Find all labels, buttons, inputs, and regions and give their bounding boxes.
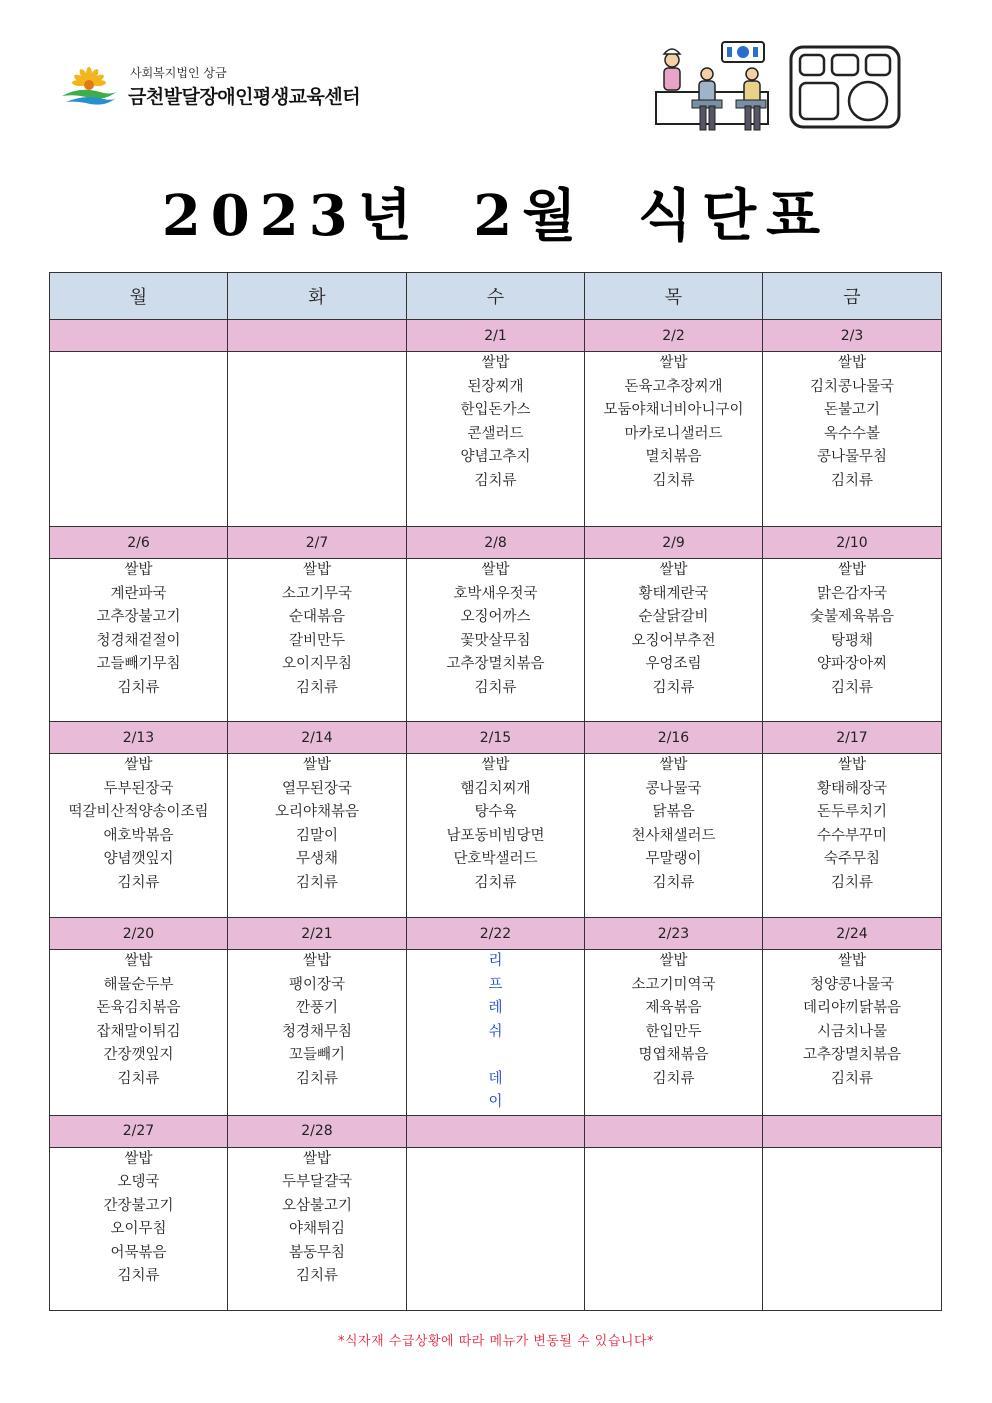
menu-item: 두부된장국 xyxy=(103,780,174,797)
date-cell xyxy=(407,1115,585,1147)
menu-item: 제육볶음 xyxy=(645,1000,702,1016)
menu-item: 오이무침 xyxy=(110,1221,167,1237)
weekday-header: 수 xyxy=(407,273,585,320)
menu-item: 오징어까스 xyxy=(460,609,531,625)
menu-cell xyxy=(585,754,763,918)
date-row xyxy=(50,918,942,950)
menu-item: 김치류 xyxy=(295,874,339,891)
menu-cell xyxy=(763,950,942,1116)
date-cell: 2/23 xyxy=(585,918,763,950)
menu-item: 호박새우젓국 xyxy=(453,585,538,602)
menu-item: 오이지무침 xyxy=(281,656,353,672)
menu-cell xyxy=(50,950,228,1116)
menu-item: 김치류 xyxy=(474,679,517,696)
menu-item: 순살닭갈비 xyxy=(638,609,709,625)
menu-item: 쌀밥 xyxy=(302,953,331,969)
menu-item: 한입돈가스 xyxy=(460,402,531,418)
menu-cell xyxy=(50,559,228,722)
menu-cell xyxy=(407,950,585,1116)
date-cell: 2/1 xyxy=(407,320,585,352)
menu-cell xyxy=(228,352,407,527)
date-cell: 2/13 xyxy=(50,722,228,754)
menu-item: 햄김치찌개 xyxy=(460,780,531,797)
menu-item: 쌀밥 xyxy=(302,562,331,578)
menu-item: 꼬들빼기 xyxy=(288,1047,346,1063)
menu-item: 쌀밥 xyxy=(124,562,153,578)
date-cell: 2/15 xyxy=(407,722,585,754)
date-row xyxy=(50,320,942,352)
menu-item: 소고기미역국 xyxy=(631,976,716,993)
date-cell: 2/22 xyxy=(407,918,585,950)
menu-item: 야채튀김 xyxy=(288,1221,346,1237)
menu-item: 김치류 xyxy=(830,679,874,696)
menu-cell xyxy=(407,754,585,918)
menu-item: 김치류 xyxy=(652,1070,695,1087)
menu-item: 소고기무국 xyxy=(281,585,353,602)
menu-item: 간장깻잎지 xyxy=(103,1047,174,1063)
menu-item: 팽이장국 xyxy=(288,976,346,993)
menu-item: 쌀밥 xyxy=(481,757,510,773)
menu-cell xyxy=(407,559,585,722)
menu-item: 이 xyxy=(488,1094,503,1110)
menu-item: 해물순두부 xyxy=(103,976,174,993)
menu-item: 김치류 xyxy=(652,874,695,891)
menu-cell xyxy=(763,559,942,722)
menu-item: 우엉조림 xyxy=(645,656,702,672)
menu-row xyxy=(50,950,942,1116)
menu-item xyxy=(407,1044,584,1068)
date-cell xyxy=(763,1115,942,1147)
date-cell: 2/21 xyxy=(228,918,407,950)
menu-item: 김치류 xyxy=(117,1268,160,1284)
menu-cell xyxy=(763,754,942,918)
menu-cell xyxy=(50,352,228,527)
menu-cell xyxy=(763,1147,942,1310)
menu-item: 김치류 xyxy=(830,472,874,489)
date-cell xyxy=(228,320,407,352)
menu-item: 쌀밥 xyxy=(837,953,866,969)
menu-item: 단호박샐러드 xyxy=(453,851,538,867)
page-title: 2023년 2월 식단표 xyxy=(161,183,831,249)
menu-cell xyxy=(585,352,763,527)
menu-cell xyxy=(228,559,407,722)
menu-item: 양파장아찌 xyxy=(816,656,888,672)
menu-item: 황태해장국 xyxy=(816,780,888,797)
menu-item: 오삼불고기 xyxy=(281,1197,353,1214)
meal-menu-table xyxy=(49,272,942,1311)
menu-row xyxy=(50,754,942,918)
menu-item: 쌀밥 xyxy=(837,757,866,773)
menu-item: 된장찌개 xyxy=(467,378,524,395)
menu-item: 오뎅국 xyxy=(117,1174,160,1190)
menu-item: 봄동무침 xyxy=(288,1244,346,1261)
menu-item: 어묵볶음 xyxy=(110,1244,167,1261)
menu-item: 간장불고기 xyxy=(103,1197,174,1214)
menu-change-notice: *식자재 수급상황에 따라 메뉴가 변동될 수 있습니다* xyxy=(337,1334,654,1349)
date-cell: 2/6 xyxy=(50,527,228,559)
menu-item: 맑은감자국 xyxy=(816,585,888,602)
menu-item: 돈불고기 xyxy=(823,402,881,418)
menu-cell xyxy=(50,754,228,918)
menu-item: 탕수육 xyxy=(474,804,517,820)
menu-item: 양념고추지 xyxy=(460,449,531,465)
menu-item: 애호박볶음 xyxy=(103,827,174,844)
date-cell: 2/17 xyxy=(763,722,942,754)
date-cell: 2/2 xyxy=(585,320,763,352)
menu-item: 김치류 xyxy=(117,679,160,696)
menu-item: 쌀밥 xyxy=(481,355,510,371)
menu-item: 청양콩나물국 xyxy=(809,976,895,993)
menu-row xyxy=(50,352,942,527)
menu-item: 돈육고추장찌개 xyxy=(624,378,723,395)
weekday-header: 화 xyxy=(228,273,407,320)
menu-cell xyxy=(228,950,407,1116)
menu-item: 돈두루치기 xyxy=(816,804,888,820)
menu-item: 김치류 xyxy=(474,472,517,489)
menu-item: 오징어부추전 xyxy=(631,632,716,649)
date-cell xyxy=(50,320,228,352)
menu-item: 황태계란국 xyxy=(638,585,709,602)
menu-row xyxy=(50,559,942,722)
menu-item: 쌀밥 xyxy=(302,757,331,773)
menu-item: 콩나물국 xyxy=(645,780,702,797)
menu-item: 탕평채 xyxy=(830,632,874,649)
menu-cell xyxy=(50,1147,228,1310)
menu-item: 청경채겉절이 xyxy=(96,632,181,649)
menu-item: 쉬 xyxy=(488,1023,503,1040)
date-cell: 2/20 xyxy=(50,918,228,950)
date-row xyxy=(50,1115,942,1147)
menu-item: 청경채무침 xyxy=(281,1023,353,1040)
date-cell: 2/10 xyxy=(763,527,942,559)
menu-item: 꽃맛살무침 xyxy=(460,632,531,649)
menu-item: 레 xyxy=(488,1000,503,1016)
date-row xyxy=(50,722,942,754)
date-cell: 2/16 xyxy=(585,722,763,754)
menu-item: 김치류 xyxy=(295,679,339,696)
menu-cell xyxy=(407,1147,585,1310)
date-cell: 2/14 xyxy=(228,722,407,754)
menu-item: 떡갈비산적양송이조림 xyxy=(68,804,209,820)
menu-item: 쌀밥 xyxy=(659,953,688,969)
organization-name: 금천발달장애인평생교육센터 xyxy=(128,86,361,108)
menu-row xyxy=(50,1147,942,1310)
menu-item: 데 xyxy=(488,1070,503,1087)
menu-item: 쌀밥 xyxy=(302,1150,331,1167)
date-cell: 2/8 xyxy=(407,527,585,559)
menu-item: 김치류 xyxy=(117,874,160,891)
menu-item: 고추장멸치볶음 xyxy=(446,656,545,672)
date-cell: 2/24 xyxy=(763,918,942,950)
menu-item: 무생채 xyxy=(295,851,339,867)
menu-item: 리 xyxy=(488,953,503,969)
date-cell xyxy=(585,1115,763,1147)
menu-item: 쌀밥 xyxy=(659,757,688,773)
menu-item: 쌀밥 xyxy=(481,562,510,578)
menu-item: 시금치나물 xyxy=(816,1023,888,1040)
menu-item: 콩나물무침 xyxy=(816,449,888,465)
date-row xyxy=(50,527,942,559)
meal-tray-icon xyxy=(788,44,902,130)
date-cell: 2/3 xyxy=(763,320,942,352)
menu-item: 두부달걀국 xyxy=(281,1174,353,1190)
menu-cell xyxy=(585,1147,763,1310)
menu-item: 김치류 xyxy=(295,1268,339,1284)
menu-item: 쌀밥 xyxy=(659,355,688,371)
menu-item: 데리야끼닭볶음 xyxy=(802,1000,902,1016)
menu-item: 김치류 xyxy=(474,874,517,891)
menu-item: 쌀밥 xyxy=(124,953,153,969)
menu-item: 쌀밥 xyxy=(837,562,866,578)
menu-item: 콘샐러드 xyxy=(467,425,524,442)
menu-item: 김말이 xyxy=(295,827,339,844)
menu-item: 쌀밥 xyxy=(124,1150,153,1167)
menu-item: 돈육김치볶음 xyxy=(96,1000,181,1016)
menu-item: 열무된장국 xyxy=(281,780,353,797)
date-cell: 2/9 xyxy=(585,527,763,559)
menu-item: 무말랭이 xyxy=(645,851,702,867)
menu-item: 양념깻잎지 xyxy=(103,851,174,867)
menu-item: 천사채샐러드 xyxy=(631,827,716,844)
menu-cell xyxy=(763,352,942,527)
menu-item: 오리야채볶음 xyxy=(274,804,360,820)
cafeteria-people-icon xyxy=(652,40,774,134)
menu-item: 김치류 xyxy=(117,1070,160,1087)
menu-item: 갈비만두 xyxy=(288,632,346,649)
organization-subtitle: 사회복지법인 상금 xyxy=(130,66,227,80)
menu-item: 쌀밥 xyxy=(124,757,153,773)
menu-item: 한입만두 xyxy=(645,1023,702,1040)
menu-cell xyxy=(228,1147,407,1310)
menu-item: 명엽채볶음 xyxy=(638,1047,709,1063)
menu-item: 깐풍기 xyxy=(295,1000,339,1016)
menu-item: 고추장불고기 xyxy=(96,609,181,625)
menu-item: 닭볶음 xyxy=(652,804,695,820)
menu-item: 수수부꾸미 xyxy=(816,827,888,844)
menu-item: 고들빼기무침 xyxy=(96,656,181,672)
weekday-header-row xyxy=(50,273,942,320)
menu-item: 계란파국 xyxy=(110,585,167,602)
sunflower-logo-icon xyxy=(60,66,118,108)
menu-item: 멸치볶음 xyxy=(645,449,702,465)
menu-cell xyxy=(228,754,407,918)
menu-item: 쌀밥 xyxy=(837,355,866,371)
menu-item: 옥수수볼 xyxy=(823,425,881,442)
menu-item: 김치콩나물국 xyxy=(809,378,895,395)
date-cell: 2/7 xyxy=(228,527,407,559)
weekday-header: 월 xyxy=(50,273,228,320)
date-cell: 2/27 xyxy=(50,1115,228,1147)
menu-cell xyxy=(585,950,763,1116)
menu-item: 남포동비빔당면 xyxy=(446,827,545,844)
weekday-header: 목 xyxy=(585,273,763,320)
menu-cell xyxy=(585,559,763,722)
menu-item: 순대볶음 xyxy=(288,609,346,625)
menu-item: 숙주무침 xyxy=(823,851,881,867)
menu-item: 김치류 xyxy=(652,472,695,489)
menu-item: 고추장멸치볶음 xyxy=(802,1047,902,1063)
menu-item: 마카로니샐러드 xyxy=(624,425,723,442)
menu-item: 숯불제육볶음 xyxy=(809,609,895,625)
menu-item: 김치류 xyxy=(295,1070,339,1087)
menu-item: 프 xyxy=(488,976,503,993)
menu-item: 쌀밥 xyxy=(659,562,688,578)
menu-cell xyxy=(407,352,585,527)
menu-item: 모둠야채너비아니구이 xyxy=(603,402,744,418)
weekday-header: 금 xyxy=(763,273,942,320)
menu-item: 잡채말이튀김 xyxy=(96,1023,181,1040)
menu-item: 김치류 xyxy=(652,679,695,696)
menu-item: 김치류 xyxy=(830,874,874,891)
date-cell: 2/28 xyxy=(228,1115,407,1147)
menu-item: 김치류 xyxy=(830,1070,874,1087)
